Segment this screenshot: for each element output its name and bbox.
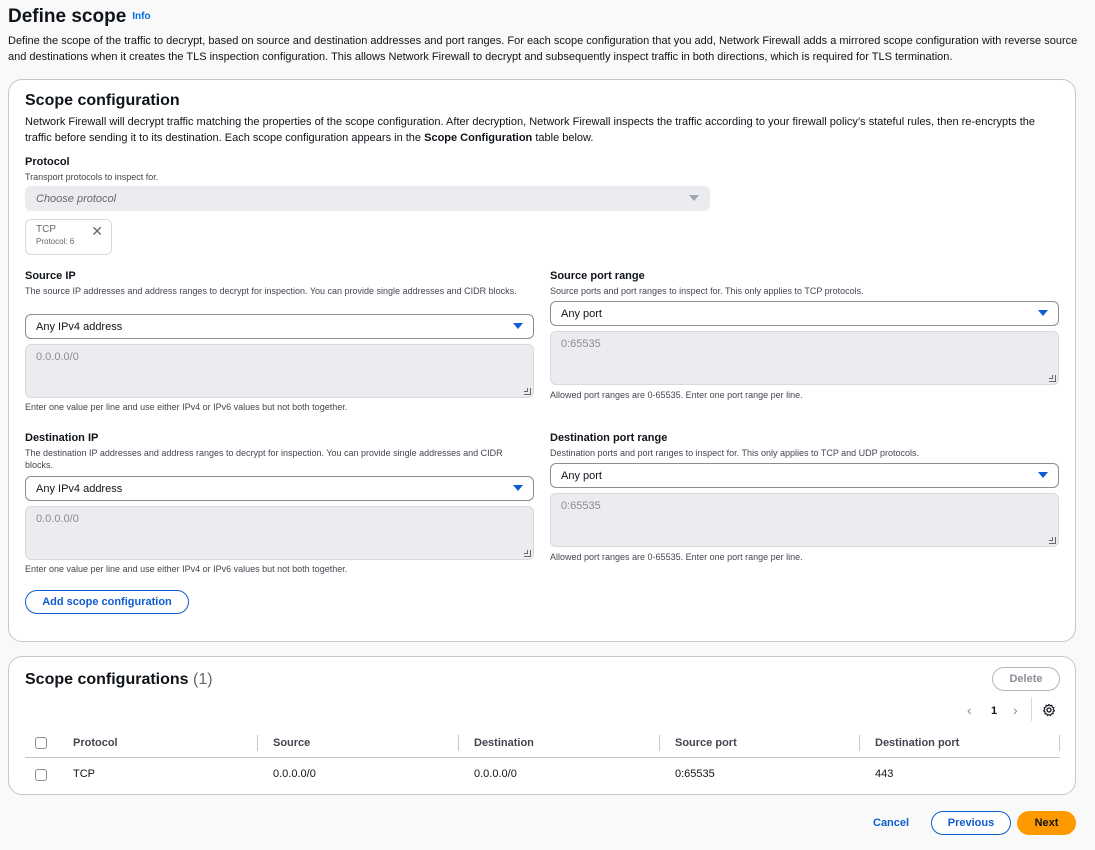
caret-down-icon bbox=[513, 485, 523, 491]
cell-destination-port: 443 bbox=[875, 768, 894, 780]
row-checkbox[interactable] bbox=[35, 769, 47, 781]
protocol-select[interactable] bbox=[25, 186, 710, 211]
scope-configurations-card bbox=[8, 656, 1076, 795]
protocol-placeholder: Choose protocol bbox=[36, 193, 117, 205]
table-row[interactable] bbox=[25, 759, 1060, 789]
select-all-checkbox[interactable] bbox=[35, 737, 47, 749]
caret-down-icon bbox=[689, 195, 699, 201]
destination-ip-label: Destination IP bbox=[25, 432, 99, 444]
destination-ip-placeholder: 0.0.0.0/0 bbox=[36, 513, 79, 525]
cancel-button[interactable]: Cancel bbox=[873, 817, 910, 829]
column-header-source-port[interactable]: Source port bbox=[675, 737, 737, 749]
table-title: Scope configurations (1) bbox=[25, 671, 213, 688]
column-header-protocol[interactable]: Protocol bbox=[73, 737, 118, 749]
destination-ip-description: The destination IP addresses and address ranges to decrypt for inspection. You can provide single addresses and CIDR blocks. bbox=[25, 448, 503, 470]
cell-source: 0.0.0.0/0 bbox=[273, 768, 316, 780]
cell-destination: 0.0.0.0/0 bbox=[474, 768, 517, 780]
column-divider[interactable] bbox=[659, 735, 660, 751]
source-ip-placeholder: 0.0.0.0/0 bbox=[36, 351, 79, 363]
destination-ip-select[interactable] bbox=[25, 476, 534, 501]
destination-port-textarea[interactable] bbox=[550, 493, 1059, 547]
destination-port-select[interactable] bbox=[550, 463, 1059, 488]
page-description: Define the scope of the traffic to decrypt, based on source and destination addresses and port ranges. For each scope configuration that you add, Network Firewall adds a mirrored scope configuration with reverse source and destinations when it creates the TLS inspection configuration. This allows Network Firewall to decrypt and subsequently inspect traffic in both directions, which is required for TLS termination. bbox=[8, 35, 1078, 63]
caret-down-icon bbox=[513, 323, 523, 329]
caret-down-icon bbox=[1038, 472, 1048, 478]
source-port-constraint: Allowed port ranges are 0-65535. Enter one port range per line. bbox=[550, 390, 803, 400]
resize-handle-icon[interactable] bbox=[524, 550, 531, 557]
destination-port-placeholder: 0:65535 bbox=[561, 500, 601, 512]
page-title: Define scope bbox=[8, 6, 127, 27]
column-divider[interactable] bbox=[257, 735, 258, 751]
column-header-destination[interactable]: Destination bbox=[474, 737, 534, 749]
chevron-right-icon[interactable]: › bbox=[1013, 702, 1018, 718]
card-title: Scope configuration bbox=[25, 92, 180, 109]
source-ip-description: The source IP addresses and address ranges to decrypt for inspection. You can provide single addresses and CIDR blocks. bbox=[25, 286, 517, 296]
source-ip-select[interactable] bbox=[25, 314, 534, 339]
caret-down-icon bbox=[1038, 310, 1048, 316]
resize-handle-icon[interactable] bbox=[1049, 537, 1056, 544]
gear-icon[interactable] bbox=[1042, 703, 1056, 717]
table-header bbox=[25, 733, 1060, 758]
page-header bbox=[8, 6, 1088, 65]
source-ip-selected: Any IPv4 address bbox=[36, 321, 123, 333]
destination-ip-selected: Any IPv4 address bbox=[36, 483, 123, 495]
add-scope-configuration-button[interactable]: Add scope configuration bbox=[25, 590, 189, 614]
cell-protocol: TCP bbox=[73, 768, 95, 780]
column-header-destination-port[interactable]: Destination port bbox=[875, 737, 960, 749]
table-count: (1) bbox=[193, 671, 213, 688]
pager-divider bbox=[1031, 697, 1032, 721]
token-name: TCP bbox=[36, 224, 56, 235]
destination-port-description: Destination ports and port ranges to inspect for. This only applies to TCP and UDP protocols. bbox=[550, 448, 920, 458]
token-subtext: Protocol: 6 bbox=[36, 237, 75, 246]
next-button[interactable]: Next bbox=[1017, 811, 1076, 835]
source-ip-constraint: Enter one value per line and use either IPv4 or IPv6 values but not both together. bbox=[25, 402, 348, 412]
protocol-label: Protocol bbox=[25, 156, 70, 168]
source-port-textarea[interactable] bbox=[550, 331, 1059, 385]
cell-source-port: 0:65535 bbox=[675, 768, 715, 780]
close-icon[interactable]: ✕ bbox=[91, 223, 103, 239]
previous-button[interactable]: Previous bbox=[931, 811, 1011, 835]
source-port-label: Source port range bbox=[550, 270, 645, 282]
delete-button[interactable]: Delete bbox=[992, 667, 1060, 691]
page-number[interactable]: 1 bbox=[991, 705, 998, 717]
card-description: Network Firewall will decrypt traffic matching the properties of the scope configuration. After decryption, Network Firewall inspects the traffic according to your firewall policy’s stateful rules, then re-encrypts the traffic before sending it to its destination. Each scope configuration appears in the Scope Configuration table below. bbox=[25, 116, 1036, 144]
destination-ip-constraint: Enter one value per line and use either IPv4 or IPv6 values but not both together. bbox=[25, 564, 348, 574]
column-divider[interactable] bbox=[458, 735, 459, 751]
destination-port-label: Destination port range bbox=[550, 432, 668, 444]
info-link[interactable]: Info bbox=[132, 11, 151, 22]
destination-port-constraint: Allowed port ranges are 0-65535. Enter one port range per line. bbox=[550, 552, 803, 562]
resize-handle-icon[interactable] bbox=[524, 388, 531, 395]
source-port-select[interactable] bbox=[550, 301, 1059, 326]
source-port-description: Source ports and port ranges to inspect for. This only applies to TCP protocols. bbox=[550, 286, 864, 296]
source-port-placeholder: 0:65535 bbox=[561, 338, 601, 350]
resize-handle-icon[interactable] bbox=[1049, 375, 1056, 382]
column-divider[interactable] bbox=[1059, 735, 1060, 751]
protocol-description: Transport protocols to inspect for. bbox=[25, 172, 159, 182]
source-ip-textarea[interactable] bbox=[25, 344, 534, 398]
scope-configuration-card bbox=[8, 79, 1076, 642]
column-header-source[interactable]: Source bbox=[273, 737, 311, 749]
destination-ip-textarea[interactable] bbox=[25, 506, 534, 560]
chevron-left-icon[interactable]: ‹ bbox=[967, 702, 972, 718]
protocol-token bbox=[25, 219, 112, 255]
source-port-selected: Any port bbox=[561, 308, 602, 320]
column-divider[interactable] bbox=[859, 735, 860, 751]
source-ip-label: Source IP bbox=[25, 270, 76, 282]
destination-port-selected: Any port bbox=[561, 470, 602, 482]
